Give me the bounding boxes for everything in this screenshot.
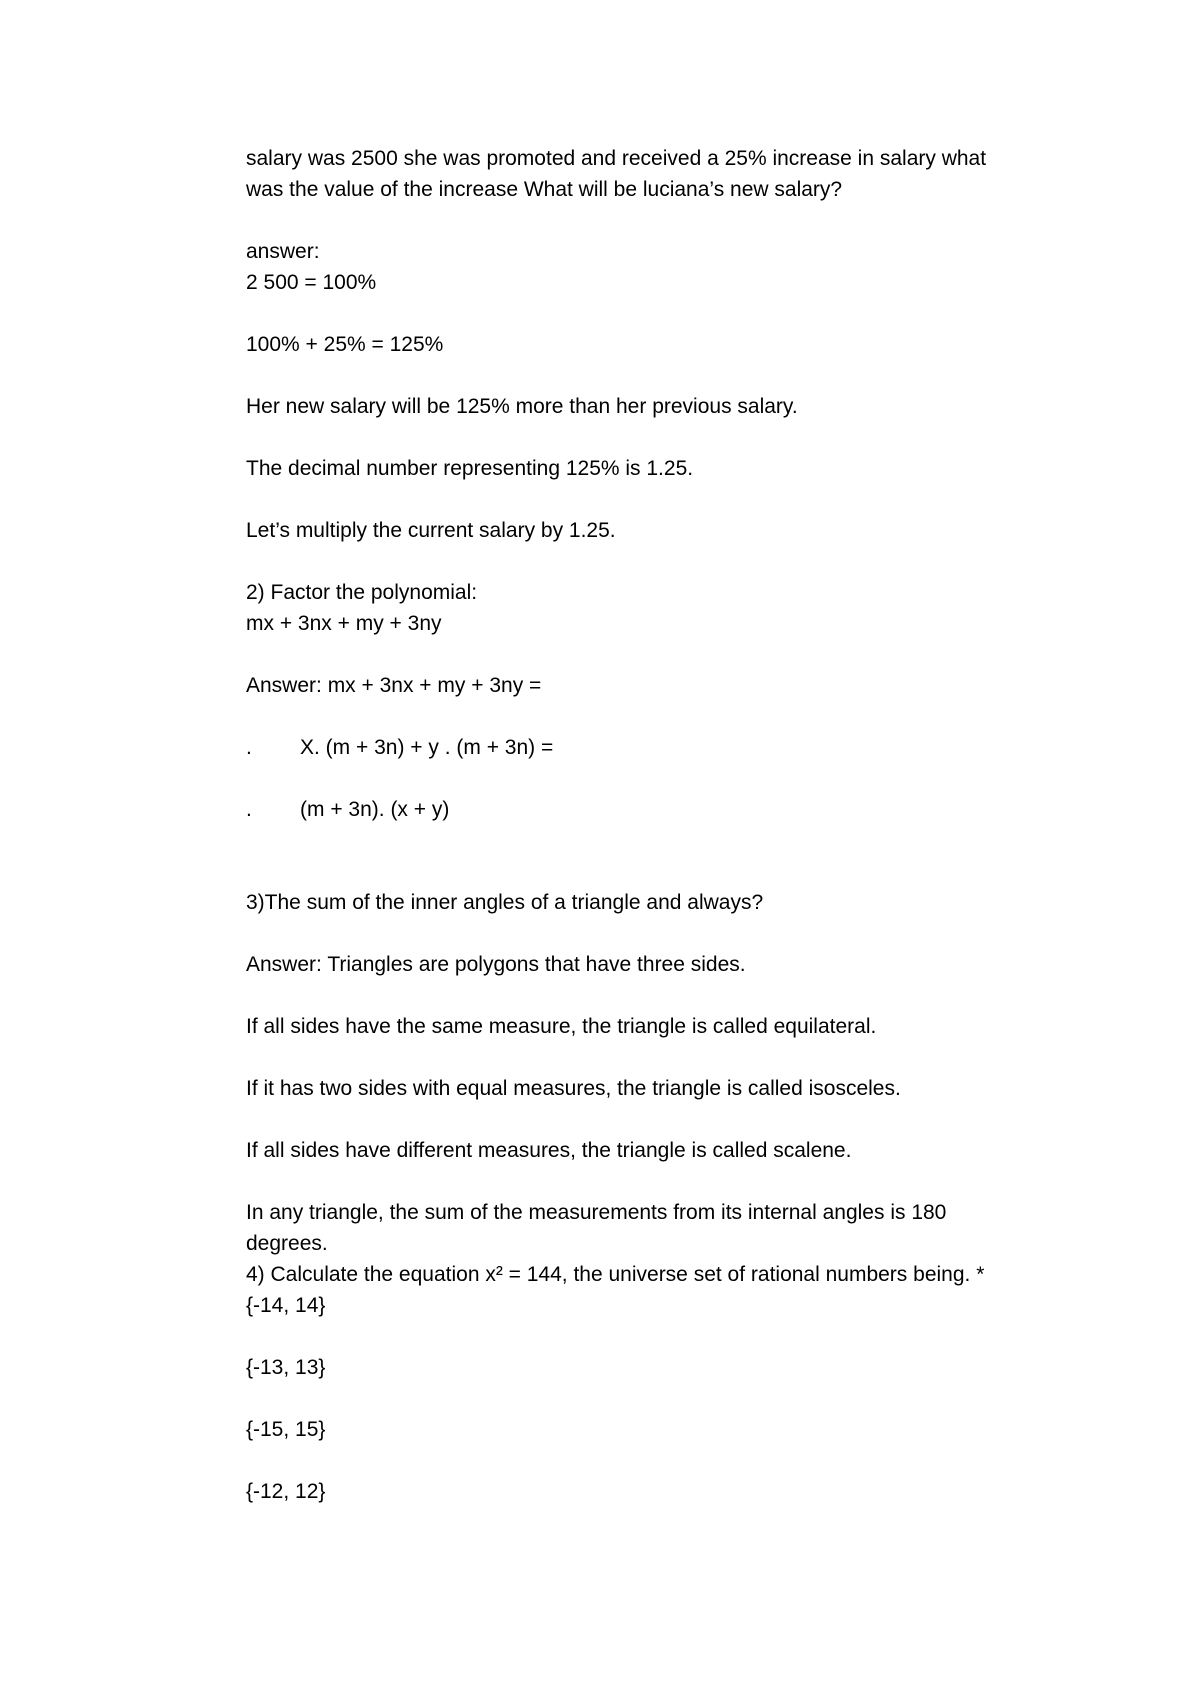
spacer: [246, 546, 1046, 577]
q4-option-1: {-14, 14}: [246, 1294, 326, 1317]
q3-paragraph-4-line-1: In any triangle, the sum of the measurements from its internal angles is 180: [246, 1201, 947, 1224]
q4-option-4: {-12, 12}: [246, 1480, 326, 1503]
bullet-text: X. (m + 3n) + y . (m + 3n) =: [300, 736, 554, 759]
q2-bullet-1: [246, 732, 1046, 763]
spacer: [246, 484, 1046, 515]
q1-step-4: The decimal number representing 125% is 1.25.: [246, 457, 694, 480]
q4-option-2: {-13, 13}: [246, 1356, 326, 1379]
spacer: [246, 980, 1046, 1011]
q2-answer: Answer: mx + 3nx + my + 3ny =: [246, 674, 542, 697]
q3-answer: Answer: Triangles are polygons that have three sides.: [246, 953, 746, 976]
spacer: [246, 1104, 1046, 1135]
q2-bullet-2: [246, 794, 1046, 825]
spacer: [246, 701, 1046, 732]
q2-heading: 2) Factor the polynomial:: [246, 581, 478, 604]
spacer: [246, 763, 1046, 794]
q1-prompt-line-1: salary was 2500 she was promoted and received a 25% increase in salary what: [246, 147, 987, 170]
spacer: [246, 1321, 1046, 1352]
spacer: [246, 856, 1046, 887]
q1-step-3: Her new salary will be 125% more than her previous salary.: [246, 395, 798, 418]
spacer: [246, 298, 1046, 329]
q3-heading: 3)The sum of the inner angles of a triangle and always?: [246, 891, 764, 914]
q4-heading: 4) Calculate the equation x² = 144, the universe set of rational numbers being. *: [246, 1263, 985, 1286]
document-body: [246, 143, 1046, 1507]
q3-paragraph-1: If all sides have the same measure, the triangle is called equilateral.: [246, 1015, 877, 1038]
spacer: [246, 1166, 1046, 1197]
spacer: [246, 1383, 1046, 1414]
q1-step-5: Let’s multiply the current salary by 1.25.: [246, 519, 616, 542]
q1-step-1: 2 500 = 100%: [246, 271, 377, 294]
q1-answer-label: answer:: [246, 240, 320, 263]
q3-paragraph-2: If it has two sides with equal measures, the triangle is called isosceles.: [246, 1077, 901, 1100]
spacer: [246, 1042, 1046, 1073]
spacer: [246, 1445, 1046, 1476]
spacer: [246, 825, 1046, 856]
spacer: [246, 639, 1046, 670]
q1-step-2: 100% + 25% = 125%: [246, 333, 444, 356]
bullet-marker: .: [246, 736, 252, 759]
q3-paragraph-4-line-2: degrees.: [246, 1232, 328, 1255]
q3-paragraph-3: If all sides have different measures, the triangle is called scalene.: [246, 1139, 852, 1162]
spacer: [246, 205, 1046, 236]
bullet-text: (m + 3n). (x + y): [300, 798, 450, 821]
q1-prompt-line-2: was the value of the increase What will be luciana’s new salary?: [246, 178, 843, 201]
spacer: [246, 422, 1046, 453]
q2-expression: mx + 3nx + my + 3ny: [246, 612, 442, 635]
spacer: [246, 360, 1046, 391]
spacer: [246, 918, 1046, 949]
bullet-marker: .: [246, 798, 252, 821]
q4-option-3: {-15, 15}: [246, 1418, 326, 1441]
